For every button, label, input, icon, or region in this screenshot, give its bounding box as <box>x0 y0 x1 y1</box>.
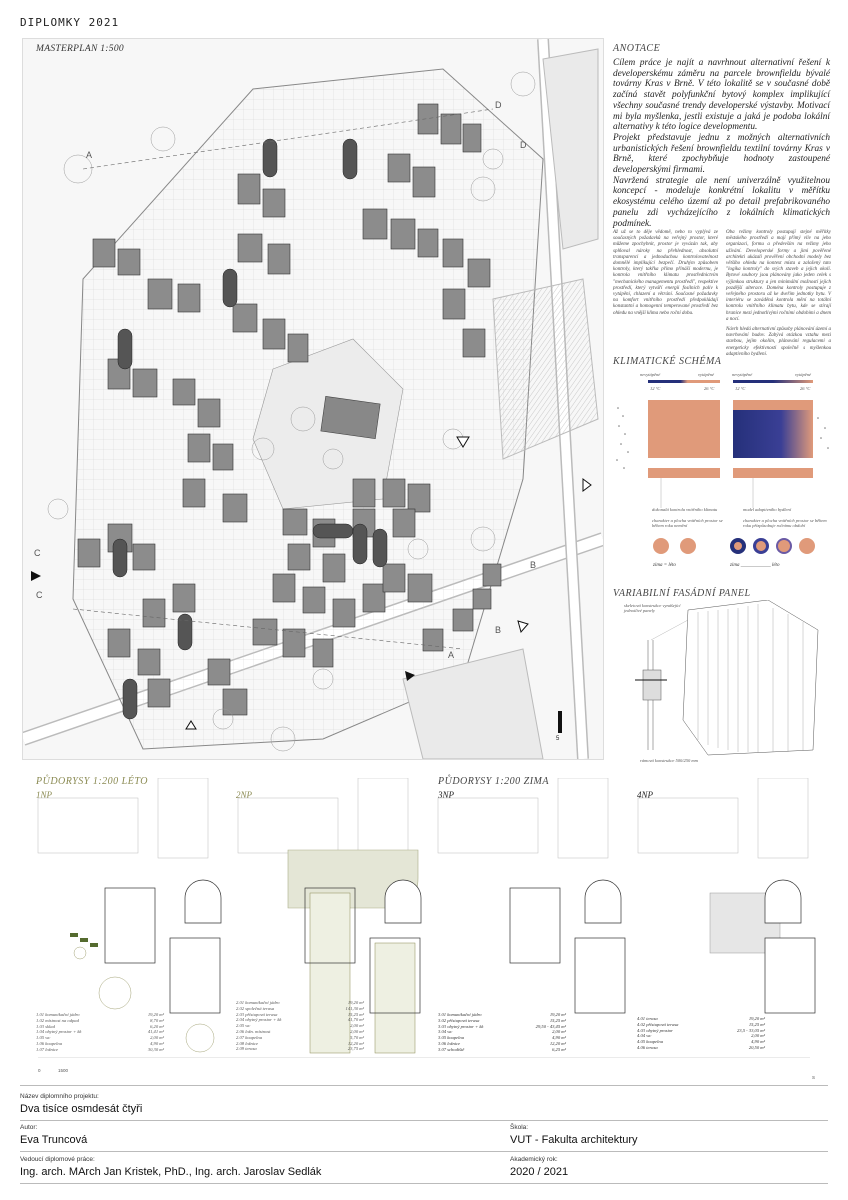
klima-temp: 12 °C <box>735 386 746 391</box>
klima-season: zima ____________ léto <box>730 563 780 568</box>
section-mark: B <box>495 625 502 635</box>
legend-4np <box>637 1016 765 1051</box>
section-mark: C <box>34 548 41 558</box>
anotace-paragraph: Projekt představuje jednu z možných alternativních urbanistických řešení brownfieldu textilní továrny Kras v Brně, které zpochybňuje hodnoty zastoupené developerskými firmami. <box>613 132 830 176</box>
school-value: VUT - Fakulta architektury <box>510 1134 638 1146</box>
anotace-paragraph: Navržená strategie ale není univerzálně využitelnou koncepcí - modeluje konkrétní lokalitu v měřítku ekosystému celého území až po detail prefabrikovaného panelu zdi vycházejícího z lokálních klimatických podmínek. <box>613 175 830 229</box>
supervisor-label: Vedoucí diplomové práce: <box>20 1156 95 1163</box>
author-value: Eva Truncová <box>20 1134 88 1146</box>
legend-row: 2.04 obytný prostor + kk 41,70 m² <box>236 1017 364 1023</box>
legend-row: 1.05 wc 2,00 m² <box>36 1035 164 1041</box>
klima-title: KLIMATICKÉ SCHÉMA <box>613 356 722 367</box>
floor-label-3np: 3NP <box>438 790 455 800</box>
legend-row: 2.06 ložn. místnost 2,00 m² <box>236 1028 364 1034</box>
masterplan-title: MASTERPLAN 1:500 <box>36 44 124 54</box>
legend-row: 4.02 přístupová terasa 15,25 m² <box>637 1021 765 1027</box>
floor-label-1np: 1NP <box>36 790 53 800</box>
text-column-right <box>726 230 831 358</box>
legend-row: 1.02 místnost na odpad 8,70 m² <box>36 1017 164 1023</box>
north-label: S <box>812 1075 816 1080</box>
legend-row: 4.04 wc 2,00 m² <box>637 1033 765 1039</box>
klima-note: charakter a plocha vnitřních prostor se během roku nemění <box>652 518 723 528</box>
supervisor-value: Ing. arch. MArch Jan Kristek, PhD., Ing. arch. Jaroslav Sedlák <box>20 1166 322 1178</box>
legend-row: 3.07 schodiště 6,25 m² <box>438 1046 566 1052</box>
anotace-text <box>613 58 830 229</box>
klima-label: nevytápěné <box>732 372 753 377</box>
legend-row: 2.09 terasa 23,75 m² <box>236 1046 364 1052</box>
section-mark: D <box>520 140 527 150</box>
legend-row: 1.04 obytný prostor + kk 41,41 m² <box>36 1029 164 1035</box>
poster-title: DIPLOMKY 2021 <box>20 16 120 29</box>
klima-season: zima = léto <box>653 563 676 568</box>
section-mark: A <box>86 150 93 160</box>
klima-label: vytápěné <box>795 372 811 377</box>
legend-row: 2.01 komunikační jádro 19,20 m² <box>236 1000 364 1005</box>
legend-row: 2.08 ložnice 12,20 m² <box>236 1040 364 1046</box>
legend-row: 2.03 přístupová terasa 15,25 m² <box>236 1011 364 1017</box>
legend-row: 1.06 koupelna 4,90 m² <box>36 1040 164 1046</box>
legend-row: 1.07 ložnice 30,30 m² <box>36 1046 164 1052</box>
section-mark: D <box>495 100 502 110</box>
legend-row: 2.05 wc 2,00 m² <box>236 1023 364 1029</box>
fasada-note: rámová konstrukce 500/250 mm <box>640 758 698 763</box>
legend-row: 3.06 ložnice 12,20 m² <box>438 1040 566 1046</box>
legend-row: 1.03 sklad 6,20 m² <box>36 1023 164 1029</box>
legend-row: 2.07 koupelna 5,70 m² <box>236 1034 364 1040</box>
klima-diagram <box>613 368 835 578</box>
section-mark: C <box>36 590 43 600</box>
legend-2np <box>236 1000 364 1052</box>
klima-label: nevytápěné <box>640 372 661 377</box>
klima-caption: model adaptivního bydlení <box>743 507 791 512</box>
footer-divider <box>20 1085 828 1086</box>
project-value: Dva tisíce osmdesát čtyři <box>20 1103 143 1115</box>
legend-row: 3.03 obytný prostor + kk 29,50 - 43,45 m² <box>438 1023 566 1029</box>
footer-divider <box>20 1151 828 1152</box>
floor-label-4np: 4NP <box>637 790 654 800</box>
legend-3np <box>438 1012 566 1053</box>
pudorysy-leto-title: PŮDORYSY 1:200 LÉTO <box>36 776 148 787</box>
project-label: Název diplomního projektu: <box>20 1093 99 1100</box>
legend-1np <box>36 1012 164 1053</box>
legend-row: 4.05 koupelna 4,90 m² <box>637 1039 765 1045</box>
scale-label: 0 <box>38 1068 41 1073</box>
legend-row: 2.02 společná terasa 141,30 m² <box>236 1005 364 1011</box>
legend-row: 4.06 terasa 20,50 m² <box>637 1044 765 1050</box>
fasada-title: VARIABILNÍ FASÁDNÍ PANEL <box>613 588 751 599</box>
legend-row: 3.05 koupelna 4,90 m² <box>438 1035 566 1041</box>
legend-row: 3.02 přístupová terasa 15,25 m² <box>438 1017 566 1023</box>
masterplan-drawing <box>22 38 604 760</box>
school-label: Škola: <box>510 1124 529 1131</box>
klima-temp: 12 °C <box>650 386 661 391</box>
klima-temp: 26 °C <box>800 386 811 391</box>
legend-row: 4.03 obytný prostor 23,5 - 33,05 m² <box>637 1027 765 1033</box>
floor-label-2np: 2NP <box>236 790 253 800</box>
fasada-drawing <box>613 600 835 760</box>
text-column-paragraph: Oba režimy kontroly postupují stejné měřítky městského prostředí a mají přímý vliv na jeho organizaci, formu a především na režimy jeho užívání. Developerské formy a jimi pověřené architekti ukázali prověření obchodní modely bez většího ohledu na kontext místa a založený tato "logika kontroly" do svých staveb a jejich okolí. Bytové soubory jsou plánovány jako jeden celek s výjimkou struktury a jen minimální možností jejich pozdější alterace. Doména kontroly postupuje z veřejného prostoru až ke dveřím jednotky bytu. V interiéru se zaváděná kontrola mění na totální kontrolu vnitřního klimatu bytu, kde se stírají hranice mezi jednotlivými ročními obdobími a dnem a nocí. <box>726 230 831 322</box>
klima-temp: 26 °C <box>704 386 715 391</box>
section-mark: B <box>530 560 537 570</box>
legend-row: 4.01 terasa 19,20 m² <box>637 1016 765 1021</box>
scale-label: 1500 <box>58 1068 69 1073</box>
fasada-note: skeletová konstrukce vynášející jednotlivé panely <box>624 603 681 613</box>
footer-divider <box>20 1120 828 1121</box>
text-column-left: Až už se to děje vědomě, nebo to vyplývá ze současných požadavků na veřejný prostor, které můžeme zpochybnit, prostor je vyvázán tak, aby splňoval nároky na přehlednost, absolutní transparenci a jednoduchou kontrolovatelnost domnělé implikující bezpečí. Druhým způsobem kontroly, který takřka přímo přináší modernu, je kontrola vnitřního klimatu prostřednictvím "mechanického managementu prostředí", respektive prostředí, který vytváří energii fosilních paliv k vytápění, chlazení a větrání. Současné požadavky na komfort vnitřního prostředí předpokládají konstantní a homogenní temperované prostředí bez ohledu na vnější klima nebo roční dobu. <box>613 230 718 316</box>
legend-row: 1.01 komunikační jádro 19,20 m² <box>36 1012 164 1017</box>
klima-note: charakter a plocha vnitřních prostor se během roku přizpůsobuje ročnímu období <box>743 518 827 528</box>
klima-label: vytápěné <box>698 372 714 377</box>
pudorysy-zima-title: PŮDORYSY 1:200 ZIMA <box>438 776 549 787</box>
section-mark: A <box>448 650 455 660</box>
legend-row: 3.01 komunikační jádro 19,20 m² <box>438 1012 566 1017</box>
author-label: Autor: <box>20 1124 38 1131</box>
north-label: 5 <box>556 736 560 742</box>
year-value: 2020 / 2021 <box>510 1166 569 1178</box>
anotace-title: ANOTACE <box>613 43 661 54</box>
year-label: Akademický rok: <box>510 1156 558 1163</box>
text-column-paragraph: Návrh hledá alternativní způsoby plánování území a navrhování budov. Zabývá otázkou vztahu mezi stavbou, jejím okolím, plánování regulacemi a energeticky efektivnosti společně s myšlenkou adaptivního bydlení. <box>726 327 831 357</box>
anotace-paragraph: Cílem práce je najít a navrhnout alternativní řešení k developerskému záměru na parcele brownfieldu bývalé továrny Kras v Brně. V této lokalitě se v současné době začíná stavět polyfunkční bytový komplex implikující všechny současné trendy developerské výstavby. Motivací mi byla myšlenka, jestli existuje a jaká je podoba lokální alternativy k této logice developmentu. <box>613 58 830 133</box>
klima-caption: dokonalá kontrola vnitřního klimatu <box>652 507 718 512</box>
footer-divider <box>20 1183 828 1184</box>
legend-row: 3.04 wc 2,00 m² <box>438 1029 566 1035</box>
